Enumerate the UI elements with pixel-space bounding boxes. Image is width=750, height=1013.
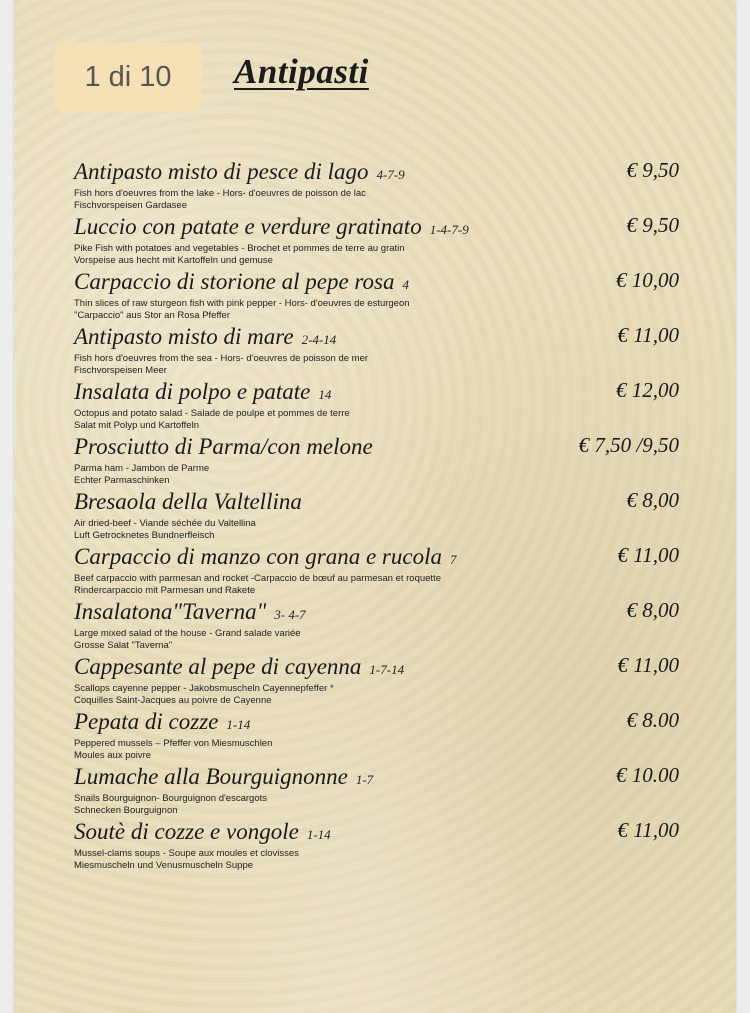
menu-item-description-de: Coquilles Saint-Jacques au poivre de Cayenne <box>74 695 272 706</box>
menu-item <box>74 213 679 268</box>
menu-item-description-en-fr: Pike Fish with potatoes and vegetables - Brochet et pommes de terre au gratin <box>74 243 405 254</box>
menu-item-title: Antipasto misto di pesce di lago <box>74 159 369 184</box>
menu-item-description-en-fr: Thin slices of raw sturgeon fish with pink pepper - Hors- d'oeuvres de esturgeon <box>74 298 410 309</box>
menu-item-name <box>74 433 381 461</box>
menu-item-price: € 10.00 <box>616 763 679 787</box>
menu-item-description-de: Moules aux poivre <box>74 750 152 761</box>
menu-item-title: Cappesante al pepe di cayenna <box>74 654 362 679</box>
menu-item-price: € 11,00 <box>617 818 679 842</box>
allergen-codes: 4 <box>402 277 409 292</box>
menu-item-title: Bresaola della Valtellina <box>74 489 302 514</box>
menu-item-title: Carpaccio di storione al pepe rosa <box>74 269 395 294</box>
menu-item-price: € 11,00 <box>617 543 679 567</box>
menu-item <box>74 543 679 598</box>
menu-item-description-de: "Carpaccio" aus Stor an Rosa Pfeffer <box>74 310 231 321</box>
menu-item-description-en-fr: Fish hors d'oeuvres from the lake - Hors- d'oeuvres de poisson de lac <box>74 188 366 199</box>
menu-item-description-en-fr: Fish hors d'oeuvres from the sea - Hors- d'oeuvres de poisson de mer <box>74 353 369 364</box>
menu-item-description-en-fr: Air dried-beef - Viande séchée du Valtellina <box>74 518 256 529</box>
menu-item-title: Antipasto misto di mare <box>74 324 294 349</box>
menu-item-title: Prosciutto di Parma/con melone <box>74 434 373 459</box>
menu-item <box>74 708 679 763</box>
menu-item <box>74 268 679 323</box>
menu-item <box>74 323 679 378</box>
menu-item <box>74 653 679 708</box>
menu-item-description-de: Echter Parmaschinken <box>74 475 170 486</box>
menu-item-name <box>74 378 331 406</box>
menu-item-description-de: Rindercarpaccio mit Parmesan und Rakete <box>74 585 256 596</box>
menu-item <box>74 763 679 818</box>
menu-item-name <box>74 213 469 241</box>
allergen-codes: 1-4-7-9 <box>429 222 469 237</box>
allergen-codes: 1-14 <box>306 827 331 842</box>
menu-item-name <box>74 708 250 736</box>
allergen-codes: 3- 4-7 <box>274 607 306 622</box>
allergen-codes: 2-4-14 <box>301 332 337 347</box>
menu-item-description-en-fr: Beef carpaccio with parmesan and rocket -Carpaccio de bœuf au parmesan et roquette <box>74 573 441 584</box>
menu-item-title: Luccio con patate e verdure gratinato <box>74 214 422 239</box>
menu-item-name <box>74 323 336 351</box>
menu-item-description-en-fr: Peppered mussels – Pfeffer von Miesmuschlen <box>74 738 273 749</box>
menu-item-price: € 8,00 <box>626 598 679 622</box>
menu-item <box>74 818 679 873</box>
menu-item-title: Soutè di cozze e vongole <box>74 819 299 844</box>
menu-item-description-de: Vorspeise aus hecht mit Kartoffeln und gemuse <box>74 255 273 266</box>
menu-item <box>74 433 679 488</box>
menu-items-list <box>74 158 679 873</box>
menu-item-description-en-fr: Snails Bourguignon- Bourguignon d'escargots <box>74 793 267 804</box>
menu-item-description-en-fr: Octopus and potato salad - Salade de poulpe et pommes de terre <box>74 408 350 419</box>
menu-item-description-en-fr: Large mixed salad of the house - Grand salade variée <box>74 628 301 639</box>
menu-item-name <box>74 268 409 296</box>
allergen-codes: 14 <box>318 387 332 402</box>
menu-item <box>74 158 679 213</box>
menu-item-price: € 8,00 <box>626 488 679 512</box>
menu-item-name <box>74 653 404 681</box>
allergen-codes: 4-7-9 <box>376 167 405 182</box>
menu-item-description-de: Luft Getrocknetes Bundnerfleisch <box>74 530 215 541</box>
menu-section-title: Antipasti <box>234 52 369 91</box>
menu-item-description-en-fr: Scallops cayenne pepper - Jakobsmuscheln Cayennepfeffer * <box>74 683 334 694</box>
menu-item-title: Insalatona"Taverna" <box>74 599 267 624</box>
menu-item-price: € 8.00 <box>626 708 679 732</box>
allergen-codes: 1-7-14 <box>369 662 405 677</box>
allergen-codes: 1-7 <box>355 772 374 787</box>
menu-item <box>74 488 679 543</box>
menu-item-title: Pepata di cozze <box>74 709 219 734</box>
menu-item-name <box>74 158 405 186</box>
menu-item-description-de: Salat mit Polyp und Kartoffeln <box>74 420 199 431</box>
menu-item-price: € 9,50 <box>626 213 679 237</box>
menu-item-price: € 11,00 <box>617 323 679 347</box>
menu-item-price: € 10,00 <box>616 268 679 292</box>
menu-item-title: Carpaccio di manzo con grana e rucola <box>74 544 442 569</box>
menu-item-description-de: Grosse Salat "Taverna" <box>74 640 173 651</box>
menu-item <box>74 378 679 433</box>
menu-item-price: € 11,00 <box>617 653 679 677</box>
menu-item-price: € 9,50 <box>626 158 679 182</box>
menu-item-description-en-fr: Mussel-clams soups - Soupe aux moules et clovisses <box>74 848 299 859</box>
menu-item-description-de: Fischvorspeisen Meer <box>74 365 167 376</box>
menu-item-name <box>74 488 310 516</box>
menu-item-price: € 7,50 /9,50 <box>578 433 679 457</box>
allergen-codes: 1-14 <box>226 717 251 732</box>
menu-item-description-de: Schnecken Bourguignon <box>74 805 178 816</box>
menu-item-title: Lumache alla Bourguignonne <box>74 764 348 789</box>
menu-item-description-en-fr: Parma ham - Jambon de Parme <box>74 463 210 474</box>
menu-item-name <box>74 818 331 846</box>
menu-item-name <box>74 543 456 571</box>
page-indicator-badge: 1 di 10 <box>54 43 202 112</box>
menu-item-description-de: Miesmuscheln und Venusmuscheln Suppe <box>74 860 254 871</box>
menu-item-title: Insalata di polpo e patate <box>74 379 311 404</box>
menu-item <box>74 598 679 653</box>
menu-item-name <box>74 598 306 626</box>
allergen-codes: 7 <box>449 552 457 567</box>
menu-item-name <box>74 763 373 791</box>
menu-item-price: € 12,00 <box>616 378 679 402</box>
menu-page <box>14 0 736 1013</box>
menu-item-description-de: Fischvorspeisen Gardasee <box>74 200 187 211</box>
